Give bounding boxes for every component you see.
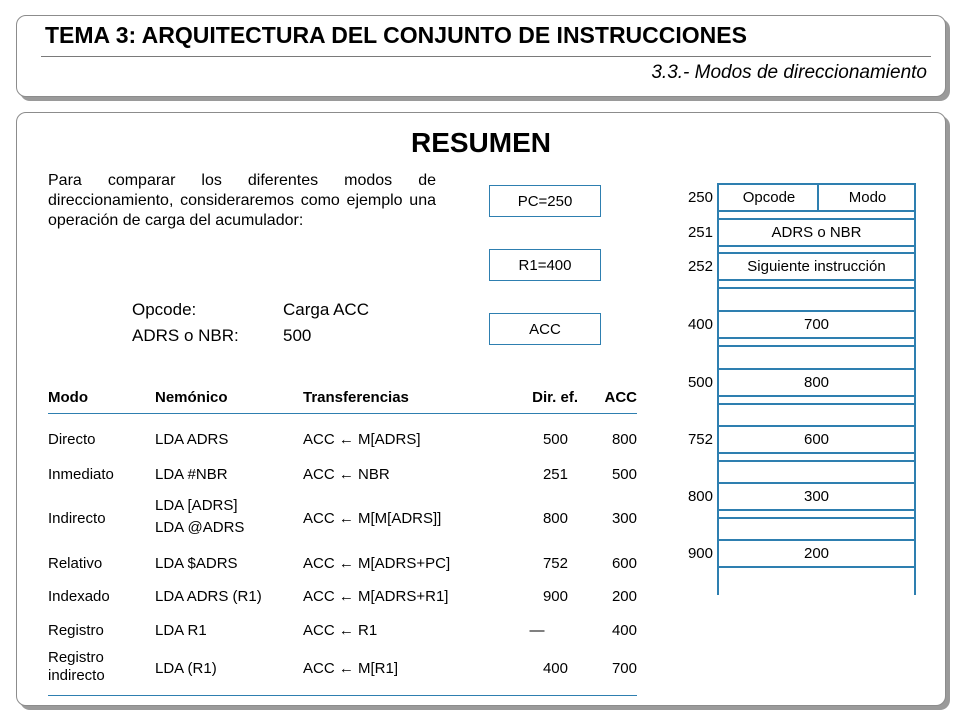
cell-modo: Registro xyxy=(48,622,104,639)
address-label: 252 xyxy=(687,258,713,275)
arrow-icon: ← xyxy=(338,510,354,527)
memory-cell-500: 800 xyxy=(717,368,916,397)
register-r1: R1=400 xyxy=(489,249,601,281)
cell-nemonico: LDA (R1) xyxy=(155,660,217,677)
cell-nemonico: LDA R1 xyxy=(155,622,207,639)
address-label: 250 xyxy=(687,189,713,206)
memory-gap-line xyxy=(717,517,916,519)
memory-gap-line xyxy=(717,460,916,462)
arrow-icon: ← xyxy=(338,660,354,677)
memory-cell-400: 700 xyxy=(717,310,916,339)
memory-gap-line xyxy=(717,403,916,405)
arrow-icon: ← xyxy=(338,466,354,483)
content-panel xyxy=(16,112,946,706)
slide-subtitle: 3.3.- Modos de direccionamiento xyxy=(651,62,927,83)
param-value-opcode: Carga ACC xyxy=(283,300,369,319)
cell-acc: 700 xyxy=(611,660,637,677)
cell-nemonico: LDA $ADRS xyxy=(155,555,238,572)
memory-cell-900: 200 xyxy=(717,539,916,568)
cell-dir-ef: 800 xyxy=(542,510,568,527)
cell-acc: 200 xyxy=(611,588,637,605)
param-label-opcode: Opcode: xyxy=(132,300,197,319)
cell-nemonico: LDA [ADRS] xyxy=(155,497,238,514)
memory-map xyxy=(677,183,917,595)
cell-transfer: ACC ← M[ADRS] xyxy=(303,431,421,448)
cell-transfer: ACC ← M[ADRS+R1] xyxy=(303,588,449,605)
cell-modo: Inmediato xyxy=(48,466,114,483)
cell-dir-ef: 251 xyxy=(542,466,568,483)
address-label: 752 xyxy=(687,431,713,448)
memory-cell-252: Siguiente instrucción xyxy=(717,252,916,281)
address-label: 251 xyxy=(687,224,713,241)
cell-dir-ef: 752 xyxy=(542,555,568,572)
param-value-adrs: 500 xyxy=(283,326,312,345)
cell-nemonico: LDA ADRS (R1) xyxy=(155,588,262,605)
arrow-icon: ← xyxy=(338,588,354,605)
arrow-icon: ← xyxy=(338,431,354,448)
cell-transfer: ACC ← M[R1] xyxy=(303,660,399,677)
slide-title: TEMA 3: ARQUITECTURA DEL CONJUNTO DE INSTRUCCIONES xyxy=(45,22,747,48)
cell-nemonico-alt: LDA @ADRS xyxy=(155,519,245,536)
arrow-icon: ← xyxy=(338,622,354,639)
title-divider xyxy=(41,56,931,57)
cell-nemonico: LDA #NBR xyxy=(155,466,228,483)
memory-cell-250 xyxy=(717,183,916,212)
cell-acc: 800 xyxy=(611,431,637,448)
col-header-acc: ACC xyxy=(604,389,637,406)
col-header-transferencias: Transferencias xyxy=(303,389,409,406)
cell-transfer: ACC ← R1 xyxy=(303,622,378,639)
param-label-adrs: ADRS o NBR: xyxy=(132,326,239,345)
address-label: 800 xyxy=(687,488,713,505)
header-panel xyxy=(16,15,946,97)
cell-dir-ef: — xyxy=(529,622,545,639)
cell-modo: Relativo xyxy=(48,555,103,572)
cell-modo: Directo xyxy=(48,431,96,448)
address-label: 400 xyxy=(687,316,713,333)
modo-field: Modo xyxy=(848,189,887,206)
cell-nemonico: LDA ADRS xyxy=(155,431,229,448)
table-bottom-rule xyxy=(48,695,637,696)
arrow-icon: ← xyxy=(338,555,354,572)
memory-cell-800: 300 xyxy=(717,482,916,511)
register-acc: ACC xyxy=(489,313,601,345)
cell-transfer: ACC ← M[M[ADRS]] xyxy=(303,510,442,527)
opcode-field: Opcode xyxy=(742,189,796,206)
address-label: 900 xyxy=(687,545,713,562)
cell-dir-ef: 500 xyxy=(542,431,568,448)
cell-acc: 300 xyxy=(611,510,637,527)
cell-modo: Indirecto xyxy=(48,510,106,527)
cell-dir-ef: 400 xyxy=(542,660,568,677)
cell-acc: 600 xyxy=(611,555,637,572)
cell-transfer: ACC ← NBR xyxy=(303,466,390,483)
cell-transfer: ACC ← M[ADRS+PC] xyxy=(303,555,451,572)
col-header-dir-ef: Dir. ef. xyxy=(532,389,578,406)
col-header-modo: Modo xyxy=(48,389,88,406)
memory-gap-line xyxy=(717,345,916,347)
cell-modo-cont: indirecto xyxy=(48,667,105,684)
cell-modo: Registro xyxy=(48,649,104,666)
col-header-nemonico: Nemónico xyxy=(155,389,228,406)
memory-cell-752: 600 xyxy=(717,425,916,454)
register-pc: PC=250 xyxy=(489,185,601,217)
table-header-rule xyxy=(48,413,637,414)
cell-acc: 500 xyxy=(611,466,637,483)
cell-acc: 400 xyxy=(611,622,637,639)
cell-modo: Indexado xyxy=(48,588,110,605)
intro-paragraph: Para comparar los diferentes modos de direccionamiento, consideraremos como ejemplo una operación de carga del acumulador: xyxy=(48,172,436,229)
address-label: 500 xyxy=(687,374,713,391)
section-heading: RESUMEN xyxy=(410,127,551,158)
cell-dir-ef: 900 xyxy=(542,588,568,605)
memory-gap-line xyxy=(717,287,916,289)
memory-cell-251: ADRS o NBR xyxy=(717,218,916,247)
